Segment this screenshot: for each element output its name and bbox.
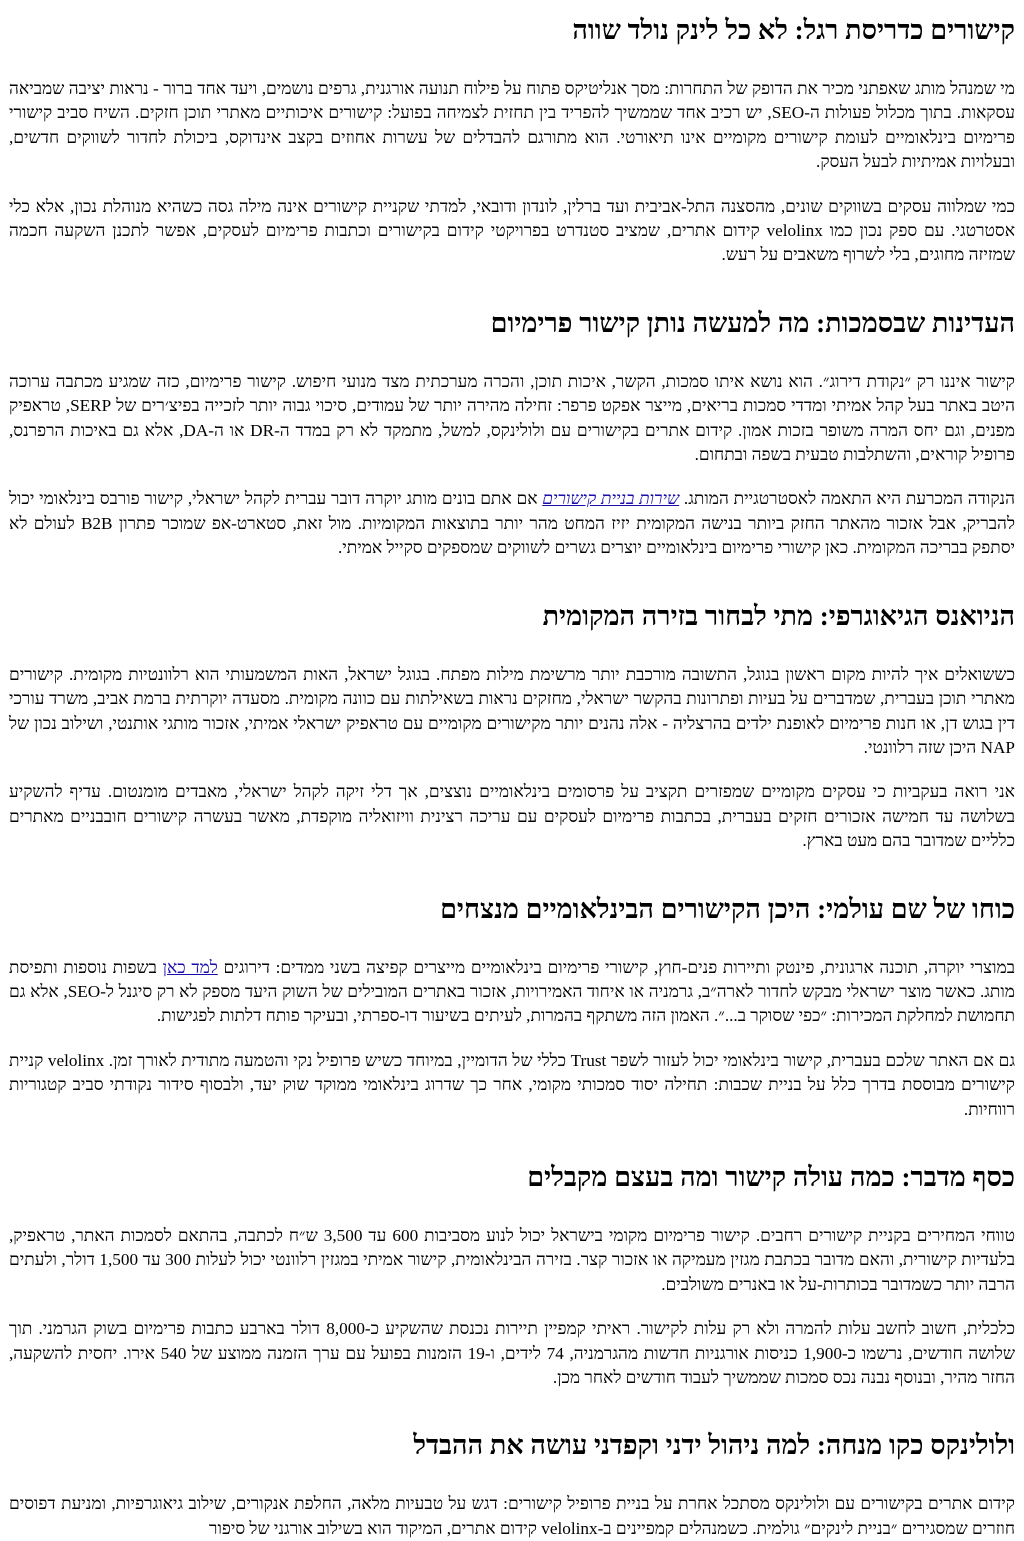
section-heading: העדינות שבסמכות: מה למעשה נותן קישור פרימיום xyxy=(490,307,1015,338)
paragraph: קידום אתרים בקישורים עם ולולינקס מסתכל אחרת על בניית פרופיל קישורים: דגש על טבעיות מלאה, החלפת אנקורים, שילוב גיאוגרפיות, ומניעת דפוסים חוזרים שמסגירים ״בניית לינקים״ גולמית. כשמנהלים קמפיינים ב-velolinx קידום אתרים, המיקוד הוא בשילוב אורגני של סיפור xyxy=(9,1494,1015,1538)
paragraph-text: הנקודה המכרעת היא התאמה לאסטרטגיית המותג. xyxy=(679,489,1016,509)
section-heading: כסף מדבר: כמה עולה קישור ומה בעצם מקבלים xyxy=(527,1161,1015,1192)
paragraph: קישור איננו רק ״נקודת דירוג״. הוא נושא איתו סמכות, הקשר, איכות תוכן, והכרה מערכתית מצד מנועי חיפוש. קישור פרימיום, כזה שמגיע מכתבה ערוכה היטב באתר בעל קהל אמיתי ומדדי סמכות בריאים, מייצר אפקט פרפר: זחילה מהירה יותר של עמודים, סיכוי גבוה יותר לזכייה בפיצ׳רים של SERP, טראפיק מפנים, וגם יחס המרה משופר בזכות אמון. קידום אתרים בקישורים עם ולולינקס, למשל, מתמקד לא רק במדד ה-DR או ה-DA, אלא גם באיכות הרפרנס, פרופיל קוראים, והשתלבות טבעית בשפה ובתחום. xyxy=(9,371,1015,465)
paragraph: טווחי המחירים בקניית קישורים רחבים. קישור פרימיום מקומי בישראל יכול לנוע מסביבות 600 עד 3,500 ש״ח לכתבה, בהתאם לסמכות האתר, טראפיק, בלעדיות קישורית, והאם מדובר בכתבת מגזין מעמיקה או אזכור קצר. בזירה הבינלאומית, קישור אמיתי במגזין רלוונטי יכול לעלות 300 עד 1,500 דולר, ולעתים הרבה יותר כשמדובר בכותרות-על או באנרים משולבים. xyxy=(9,1225,1015,1294)
paragraph-text: במוצרי יוקרה, תוכנה ארגונית, פינטק ותיירות פנים-חוץ, קישורי פרימיום בינלאומיים מייצרים קפיצה בשני ממדים: דירוגים xyxy=(217,957,1015,977)
paragraph: כששואלים איך להיות מקום ראשון בגוגל, התשובה מורכבת יותר מרשימת מילות מפתח. בגוגל ישראל, האות המשמעותי הוא רלוונטיות מקומית. קישורים מאתרי תוכן בעברית, שמדברים על בעיות ופתרונות בהקשר ישראלי, מחזקים נראות בשאילתות עם כוונה מקומית. מסעדה יוקרתית ברמת אביב, משרד עורכי דין בגוש דן, או חנות פרימיום לאופנת ילדים בהרצליה - אלה נהנים יותר מקישורים מקומיים עם טראפיק ישראלי אמיתי, אזכור מותגי אותנטי, ושילוב נכון של NAP היכן שזה רלוונטי. xyxy=(9,664,1015,757)
paragraph: כמי שמלווה עסקים בשווקים שונים, מהסצנה התל-אביבית ועד ברלין, לונדון ודובאי, למדתי שקניית קישורים אינה מילה גסה כשהיא מנוהלת נכון, אלא כלי אסטרטגי. עם ספק נכון כמו velolinx קידום אתרים, שמציב סטנדרט בפרויקטי קידום בקישורים וכתבות פרימיום לעסקים, אפשר לתכנן השקעה חכמה שמזיזה מחוגים, בלי לשרוף משאבים על רעש. xyxy=(9,196,1016,265)
link-building-service-link[interactable]: שירות בניית קישורים xyxy=(542,489,680,509)
paragraph-text: בשפות נוספות ותפיסת מותג. כאשר מוצר ישראלי מבקש לחדור לארה״ב, גרמניה או איחוד האמירויות, אזכור באתרים המובילים של השוק היעד מספק לא רק סיגנל ל-SEO, אלא גם תחמושת למחלקת המכירות: ״כפי שסוקר ב...״. האמון הזה משתקף בהמרות, לעיתים בשיעור דו-ספרתי, ובעיקר פותח דלתות לפגישות. xyxy=(9,957,1015,1026)
paragraph-text: אם אתם בונים מותג יוקרה דובר עברית לקהל ישראלי, קישור פורבס בינלאומי יכול להבריק, אבל אזכור מהאתר החזק ביותר בנישה המקומית יזיז המחט מהר יותר בתוצאות המקומיות. מול זאת, סטארט-אפ שמוכר פתרון B2B לעולם לא יסתפק בבריכה המקומית. כאן קישורי פרימיום בינלאומיים יוצרים גשרים לשווקים שמספקים סקייל אמיתי. xyxy=(9,489,1015,558)
paragraph: כלכלית, חשוב לחשב עלות להמרה ולא רק עלות לקישור. ראיתי קמפיין תיירות נכנסת שהשקיע כ-8,000 דולר בארבע כתבות פרימיום בשוק הגרמני. תוך שלושה חודשים, נרשמו כ-1,900 כניסות אורגניות חדשות מהגרמניה, 74 לידים, ו-19 הזמנות בפועל עם ערך הזמנה ממוצע של 540 אירו. יחסית להשקעה, החזר מהיר, ובנוסף נבנה נכס סמכות שממשיך לעבוד חודשים לאחר מכן. xyxy=(9,1319,1016,1387)
learn-here-link[interactable]: למד כאן xyxy=(162,957,218,977)
section-heading: קישורים כדריסת רגל: לא כל לינק נולד שווה xyxy=(572,15,1015,45)
section-heading: כוחו של שם עולמי: היכן הקישורים הבינלאומיים מנצחים xyxy=(440,893,1015,924)
section-heading: ולולינקס כקו מנחה: למה ניהול ידני וקפדני עושה את ההבדל xyxy=(413,1430,1015,1461)
paragraph xyxy=(9,487,1015,560)
paragraph: אני רואה בעקביות כי עסקים מקומיים שמפזרים תקציב על פרסומים בינלאומיים נוצצים, אך דלי זיקה לקהל ישראלי, מאבדים מומנטום. עדיף להשקיע בשלושה עד חמישה אזכורים חזקים בעברית, בכתבות פרימיום לעסקים עם עריכה רצינית וויזואליה מוקפדת, מאשר בעשרה קישורים חובבניים מאתרים כלליים שמדובר בהם מעט בארץ. xyxy=(9,782,1015,851)
section-heading: הניואנס הגיאוגרפי: מתי לבחור בזירה המקומית xyxy=(542,600,1015,631)
paragraph xyxy=(9,956,1015,1029)
paragraph: גם אם האתר שלכם בעברית, קישור בינלאומי יכול לעזור לשפר Trust כללי של הדומיין, במיוחד כשיש פרופיל נקי והטמעה מתודית לאורך זמן. velolinx קניית קישורים מבוססת בדרך כלל על בניית שכבות: תחילה יסוד סמכותי מקומי, אחר כך שדרוג בינלאומי ממוקד שוק יעד, ולבסוף סידור נקודתי סביב קטגוריות רווחיות. xyxy=(9,1050,1015,1119)
paragraph: מי שמנהל מותג שאפתני מכיר את הדופק של התחרות: מסך אנליטיקס פתוח על פילוח תנועה אורגנית, גרפים נושמים, ויעד אחד ברור - נראות יציבה שמביאה עסקאות. בתוך מכלול פעולות ה-SEO, יש רכיב אחד שממשיך להפריד בין תחזית לצמיחה בפועל: קישורים איכותיים מאתרי תוכן חזקים. השיח סביב קישורי פרימיום בינלאומיים לעומת קישורים מקומיים אינו תיאורטי. הוא מתורגם להבדלים של עשרות אחוזים בקצב אינדוקס, ביכולת לחדור לשווקים חדשים, ובעלויות אמיתיות לבעל העסק. xyxy=(9,79,1015,172)
